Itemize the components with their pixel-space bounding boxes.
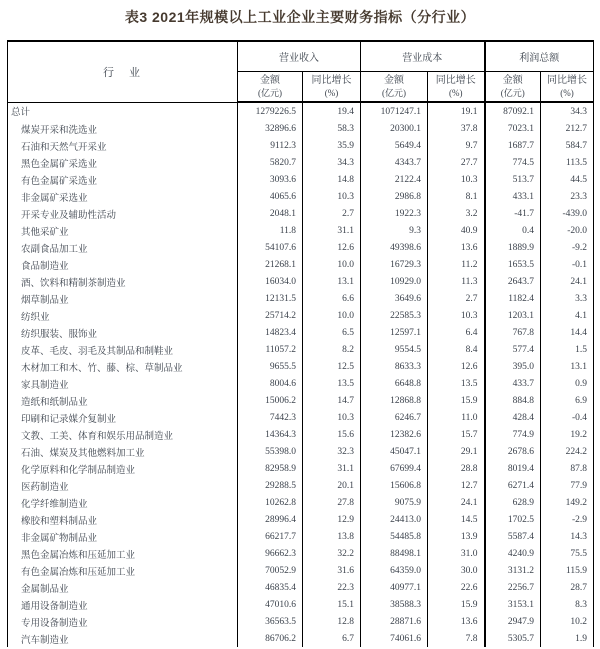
- value-cell: 45047.1: [361, 443, 428, 460]
- value-cell: 149.2: [541, 494, 594, 511]
- value-cell: 37.8: [428, 120, 485, 137]
- header-group-row: [8, 41, 594, 72]
- table-row: [8, 562, 594, 579]
- industry-cell: 造纸和纸制品业: [8, 392, 238, 409]
- value-cell: 8019.4: [485, 460, 541, 477]
- value-cell: 36563.5: [238, 613, 303, 630]
- value-cell: 35.9: [303, 137, 361, 154]
- value-cell: 1922.3: [361, 205, 428, 222]
- value-cell: 86706.2: [238, 630, 303, 647]
- value-cell: 15006.2: [238, 392, 303, 409]
- value-cell: 28.8: [428, 460, 485, 477]
- industry-cell: 石油、煤炭及其他燃料加工业: [8, 443, 238, 460]
- value-cell: 16034.0: [238, 273, 303, 290]
- table-header: [8, 41, 594, 102]
- value-cell: 8.1: [428, 188, 485, 205]
- value-cell: 9655.5: [238, 358, 303, 375]
- table-row: [8, 511, 594, 528]
- value-cell: 38588.3: [361, 596, 428, 613]
- value-cell: 66217.7: [238, 528, 303, 545]
- amount-unit: (亿元): [258, 87, 282, 98]
- value-cell: 31.0: [428, 545, 485, 562]
- value-cell: 40977.1: [361, 579, 428, 596]
- value-cell: 5305.7: [485, 630, 541, 647]
- value-cell: -41.7: [485, 205, 541, 222]
- value-cell: 767.8: [485, 324, 541, 341]
- table-row: [8, 324, 594, 341]
- value-cell: 49398.6: [361, 239, 428, 256]
- value-cell: 5649.4: [361, 137, 428, 154]
- industry-cell: 农副食品加工业: [8, 239, 238, 256]
- value-cell: 8.2: [303, 341, 361, 358]
- value-cell: 14.7: [303, 392, 361, 409]
- value-cell: 75.5: [541, 545, 594, 562]
- value-cell: 20.1: [303, 477, 361, 494]
- value-cell: 67699.4: [361, 460, 428, 477]
- value-cell: 12.9: [303, 511, 361, 528]
- value-cell: 32.3: [303, 443, 361, 460]
- table-row: [8, 341, 594, 358]
- table-row: [8, 460, 594, 477]
- value-cell: 70052.9: [238, 562, 303, 579]
- value-cell: 22.6: [428, 579, 485, 596]
- industry-cell: 木材加工和木、竹、藤、棕、草制品业: [8, 358, 238, 375]
- table-row: [8, 613, 594, 630]
- industry-cell: 总计: [8, 102, 238, 120]
- value-cell: 28996.4: [238, 511, 303, 528]
- value-cell: 3.2: [428, 205, 485, 222]
- value-cell: 64359.0: [361, 562, 428, 579]
- value-cell: 1687.7: [485, 137, 541, 154]
- value-cell: 6246.7: [361, 409, 428, 426]
- growth-unit: (%): [449, 87, 463, 98]
- value-cell: 29288.5: [238, 477, 303, 494]
- value-cell: -439.0: [541, 205, 594, 222]
- amount-unit: (亿元): [500, 87, 525, 98]
- table-row: [8, 290, 594, 307]
- table-row: [8, 120, 594, 137]
- value-cell: 7442.3: [238, 409, 303, 426]
- industry-cell: 纺织业: [8, 307, 238, 324]
- table-row: [8, 222, 594, 239]
- value-cell: 428.4: [485, 409, 541, 426]
- table-row: [8, 273, 594, 290]
- value-cell: 14823.4: [238, 324, 303, 341]
- table-row: [8, 137, 594, 154]
- value-cell: 628.9: [485, 494, 541, 511]
- industry-cell: 医药制造业: [8, 477, 238, 494]
- industry-cell: 化学原料和化学制品制造业: [8, 460, 238, 477]
- value-cell: 31.6: [303, 562, 361, 579]
- value-cell: 77.9: [541, 477, 594, 494]
- value-cell: 8004.6: [238, 375, 303, 392]
- value-cell: 11057.2: [238, 341, 303, 358]
- value-cell: 12131.5: [238, 290, 303, 307]
- value-cell: 14.5: [428, 511, 485, 528]
- value-cell: 8.4: [428, 341, 485, 358]
- value-cell: 9.7: [428, 137, 485, 154]
- table-row: [8, 171, 594, 188]
- value-cell: 13.6: [428, 613, 485, 630]
- industry-cell: 酒、饮料和精制茶制造业: [8, 273, 238, 290]
- table-row: [8, 375, 594, 392]
- value-cell: 10.3: [303, 188, 361, 205]
- value-cell: 3093.6: [238, 171, 303, 188]
- value-cell: 54107.6: [238, 239, 303, 256]
- value-cell: 0.9: [541, 375, 594, 392]
- growth-label: 同比增长: [311, 74, 352, 86]
- value-cell: 1279226.5: [238, 102, 303, 120]
- value-cell: 1.9: [541, 630, 594, 647]
- value-cell: -0.1: [541, 256, 594, 273]
- value-cell: 10.0: [303, 256, 361, 273]
- value-cell: 19.2: [541, 426, 594, 443]
- value-cell: 2678.6: [485, 443, 541, 460]
- value-cell: 3.3: [541, 290, 594, 307]
- value-cell: 10.3: [428, 171, 485, 188]
- value-cell: 11.3: [428, 273, 485, 290]
- value-cell: 4065.6: [238, 188, 303, 205]
- amount-unit: (亿元): [382, 87, 406, 98]
- value-cell: 11.8: [238, 222, 303, 239]
- value-cell: 19.1: [428, 102, 485, 120]
- amount-label: 金额: [502, 74, 523, 86]
- value-cell: 13.6: [428, 239, 485, 256]
- value-cell: 113.5: [541, 154, 594, 171]
- value-cell: 3153.1: [485, 596, 541, 613]
- table-row: [8, 545, 594, 562]
- value-cell: 12.6: [303, 239, 361, 256]
- industry-cell: 石油和天然气开采业: [8, 137, 238, 154]
- value-cell: 4240.9: [485, 545, 541, 562]
- value-cell: 12597.1: [361, 324, 428, 341]
- value-cell: 25714.2: [238, 307, 303, 324]
- value-cell: 1182.4: [485, 290, 541, 307]
- value-cell: 577.4: [485, 341, 541, 358]
- value-cell: 10929.0: [361, 273, 428, 290]
- column-header-industry: 行 业: [8, 41, 238, 102]
- value-cell: 87.8: [541, 460, 594, 477]
- value-cell: 12.8: [303, 613, 361, 630]
- value-cell: 13.8: [303, 528, 361, 545]
- value-cell: -2.9: [541, 511, 594, 528]
- value-cell: 40.9: [428, 222, 485, 239]
- value-cell: 212.7: [541, 120, 594, 137]
- amount-label: 金额: [384, 74, 404, 86]
- value-cell: 10.3: [428, 307, 485, 324]
- value-cell: 55398.0: [238, 443, 303, 460]
- value-cell: 31.1: [303, 222, 361, 239]
- industry-cell: 专用设备制造业: [8, 613, 238, 630]
- industry-cell: 印刷和记录媒介复制业: [8, 409, 238, 426]
- value-cell: 5820.7: [238, 154, 303, 171]
- value-cell: 14364.3: [238, 426, 303, 443]
- industry-cell: 化学纤维制造业: [8, 494, 238, 511]
- industry-cell: 文教、工美、体育和娱乐用品制造业: [8, 426, 238, 443]
- value-cell: 11.0: [428, 409, 485, 426]
- industry-cell: 黑色金属冶炼和压延加工业: [8, 545, 238, 562]
- industry-cell: 通用设备制造业: [8, 596, 238, 613]
- table-row: [8, 443, 594, 460]
- column-header-cost-amount: [361, 72, 428, 103]
- value-cell: 2947.9: [485, 613, 541, 630]
- value-cell: 13.1: [303, 273, 361, 290]
- value-cell: 28871.6: [361, 613, 428, 630]
- industry-cell: 烟草制品业: [8, 290, 238, 307]
- value-cell: 9554.5: [361, 341, 428, 358]
- value-cell: 10.2: [541, 613, 594, 630]
- value-cell: 2643.7: [485, 273, 541, 290]
- value-cell: 6.5: [303, 324, 361, 341]
- value-cell: 12868.8: [361, 392, 428, 409]
- value-cell: 2048.1: [238, 205, 303, 222]
- industry-cell: 橡胶和塑料制品业: [8, 511, 238, 528]
- value-cell: 9112.3: [238, 137, 303, 154]
- industry-cell: 非金属矿物制品业: [8, 528, 238, 545]
- value-cell: 82958.9: [238, 460, 303, 477]
- table-row: [8, 579, 594, 596]
- value-cell: 19.4: [303, 102, 361, 120]
- value-cell: 47010.6: [238, 596, 303, 613]
- value-cell: 433.7: [485, 375, 541, 392]
- value-cell: 6.9: [541, 392, 594, 409]
- table-row: [8, 239, 594, 256]
- value-cell: 3131.2: [485, 562, 541, 579]
- value-cell: 21268.1: [238, 256, 303, 273]
- value-cell: 513.7: [485, 171, 541, 188]
- value-cell: 6.7: [303, 630, 361, 647]
- column-header-revenue-growth: [303, 72, 361, 103]
- table-row: [8, 409, 594, 426]
- value-cell: 1653.5: [485, 256, 541, 273]
- industry-cell: 食品制造业: [8, 256, 238, 273]
- value-cell: 1071247.1: [361, 102, 428, 120]
- value-cell: 24.1: [428, 494, 485, 511]
- table-row: [8, 426, 594, 443]
- table-row: [8, 256, 594, 273]
- value-cell: 10.3: [303, 409, 361, 426]
- column-header-revenue-amount: [238, 72, 303, 103]
- value-cell: 9.3: [361, 222, 428, 239]
- value-cell: 5587.4: [485, 528, 541, 545]
- table-row: [8, 358, 594, 375]
- value-cell: 20300.1: [361, 120, 428, 137]
- table-row: [8, 154, 594, 171]
- table-row: [8, 528, 594, 545]
- industry-cell: 其他采矿业: [8, 222, 238, 239]
- value-cell: 14.8: [303, 171, 361, 188]
- value-cell: 27.7: [428, 154, 485, 171]
- value-cell: 4343.7: [361, 154, 428, 171]
- value-cell: 32.2: [303, 545, 361, 562]
- value-cell: 16729.3: [361, 256, 428, 273]
- table-row: [8, 477, 594, 494]
- value-cell: 87092.1: [485, 102, 541, 120]
- value-cell: -20.0: [541, 222, 594, 239]
- value-cell: 22585.3: [361, 307, 428, 324]
- column-header-profit-growth: [541, 72, 594, 103]
- value-cell: 774.5: [485, 154, 541, 171]
- value-cell: 12.6: [428, 358, 485, 375]
- value-cell: 13.9: [428, 528, 485, 545]
- value-cell: 14.4: [541, 324, 594, 341]
- value-cell: 7023.1: [485, 120, 541, 137]
- industry-cell: 煤炭开采和洗选业: [8, 120, 238, 137]
- value-cell: 6.4: [428, 324, 485, 341]
- growth-unit: (%): [324, 87, 339, 98]
- value-cell: 1889.9: [485, 239, 541, 256]
- industry-cell: 汽车制造业: [8, 630, 238, 647]
- table-body: [8, 102, 594, 647]
- value-cell: 584.7: [541, 137, 594, 154]
- column-header-profit-amount: [485, 72, 541, 103]
- value-cell: 10.0: [303, 307, 361, 324]
- value-cell: 74061.6: [361, 630, 428, 647]
- value-cell: 15606.8: [361, 477, 428, 494]
- industry-cell: 开采专业及辅助性活动: [8, 205, 238, 222]
- industry-cell: 家具制造业: [8, 375, 238, 392]
- value-cell: 1203.1: [485, 307, 541, 324]
- table-row: [8, 392, 594, 409]
- table-row: [8, 307, 594, 324]
- value-cell: 6271.4: [485, 477, 541, 494]
- industry-cell: 纺织服装、服饰业: [8, 324, 238, 341]
- table-row: [8, 102, 594, 120]
- value-cell: 224.2: [541, 443, 594, 460]
- value-cell: 884.8: [485, 392, 541, 409]
- financial-indicators-table: [7, 40, 594, 647]
- value-cell: 96662.3: [238, 545, 303, 562]
- value-cell: 46835.4: [238, 579, 303, 596]
- value-cell: 8.3: [541, 596, 594, 613]
- growth-unit: (%): [560, 87, 574, 98]
- value-cell: -0.4: [541, 409, 594, 426]
- value-cell: 58.3: [303, 120, 361, 137]
- value-cell: 12.7: [428, 477, 485, 494]
- growth-label: 同比增长: [435, 74, 476, 86]
- industry-cell: 有色金属冶炼和压延加工业: [8, 562, 238, 579]
- table-row: [8, 188, 594, 205]
- value-cell: 1702.5: [485, 511, 541, 528]
- value-cell: 22.3: [303, 579, 361, 596]
- value-cell: 15.9: [428, 392, 485, 409]
- value-cell: 774.9: [485, 426, 541, 443]
- value-cell: -9.2: [541, 239, 594, 256]
- value-cell: 28.7: [541, 579, 594, 596]
- value-cell: 15.9: [428, 596, 485, 613]
- table-row: [8, 494, 594, 511]
- value-cell: 24.1: [541, 273, 594, 290]
- page-title: 表3 2021年规模以上工业企业主要财务指标（分行业）: [124, 9, 476, 25]
- value-cell: 2256.7: [485, 579, 541, 596]
- amount-label: 金额: [260, 74, 280, 86]
- value-cell: 2122.4: [361, 171, 428, 188]
- value-cell: 54485.8: [361, 528, 428, 545]
- industry-cell: 金属制品业: [8, 579, 238, 596]
- industry-cell: 非金属矿采选业: [8, 188, 238, 205]
- value-cell: 10262.8: [238, 494, 303, 511]
- value-cell: 1.5: [541, 341, 594, 358]
- value-cell: 3649.6: [361, 290, 428, 307]
- value-cell: 14.3: [541, 528, 594, 545]
- value-cell: 6648.8: [361, 375, 428, 392]
- table-row: [8, 205, 594, 222]
- table-row: [8, 596, 594, 613]
- value-cell: 34.3: [303, 154, 361, 171]
- value-cell: 12.5: [303, 358, 361, 375]
- growth-label: 同比增长: [547, 74, 587, 86]
- value-cell: 27.8: [303, 494, 361, 511]
- value-cell: 8633.3: [361, 358, 428, 375]
- value-cell: 433.1: [485, 188, 541, 205]
- value-cell: 395.0: [485, 358, 541, 375]
- value-cell: 115.9: [541, 562, 594, 579]
- value-cell: 7.8: [428, 630, 485, 647]
- value-cell: 13.5: [303, 375, 361, 392]
- value-cell: 32896.6: [238, 120, 303, 137]
- value-cell: 24413.0: [361, 511, 428, 528]
- column-group-operating-cost: 营业成本: [361, 41, 485, 72]
- industry-cell: 有色金属矿采选业: [8, 171, 238, 188]
- value-cell: 13.1: [541, 358, 594, 375]
- value-cell: 31.1: [303, 460, 361, 477]
- value-cell: 11.2: [428, 256, 485, 273]
- value-cell: 30.0: [428, 562, 485, 579]
- value-cell: 44.5: [541, 171, 594, 188]
- value-cell: 34.3: [541, 102, 594, 120]
- value-cell: 12382.6: [361, 426, 428, 443]
- value-cell: 6.6: [303, 290, 361, 307]
- table-row: [8, 630, 594, 647]
- column-group-operating-revenue: 营业收入: [238, 41, 361, 72]
- value-cell: 0.4: [485, 222, 541, 239]
- value-cell: 15.1: [303, 596, 361, 613]
- industry-cell: 黑色金属矿采选业: [8, 154, 238, 171]
- value-cell: 2986.8: [361, 188, 428, 205]
- value-cell: 9075.9: [361, 494, 428, 511]
- value-cell: 88498.1: [361, 545, 428, 562]
- column-group-total-profit: 利润总额: [485, 41, 594, 72]
- value-cell: 15.6: [303, 426, 361, 443]
- value-cell: 2.7: [428, 290, 485, 307]
- value-cell: 2.7: [303, 205, 361, 222]
- value-cell: 4.1: [541, 307, 594, 324]
- value-cell: 15.7: [428, 426, 485, 443]
- value-cell: 13.5: [428, 375, 485, 392]
- value-cell: 23.3: [541, 188, 594, 205]
- industry-cell: 皮革、毛皮、羽毛及其制品和制鞋业: [8, 341, 238, 358]
- column-header-cost-growth: [428, 72, 485, 103]
- value-cell: 29.1: [428, 443, 485, 460]
